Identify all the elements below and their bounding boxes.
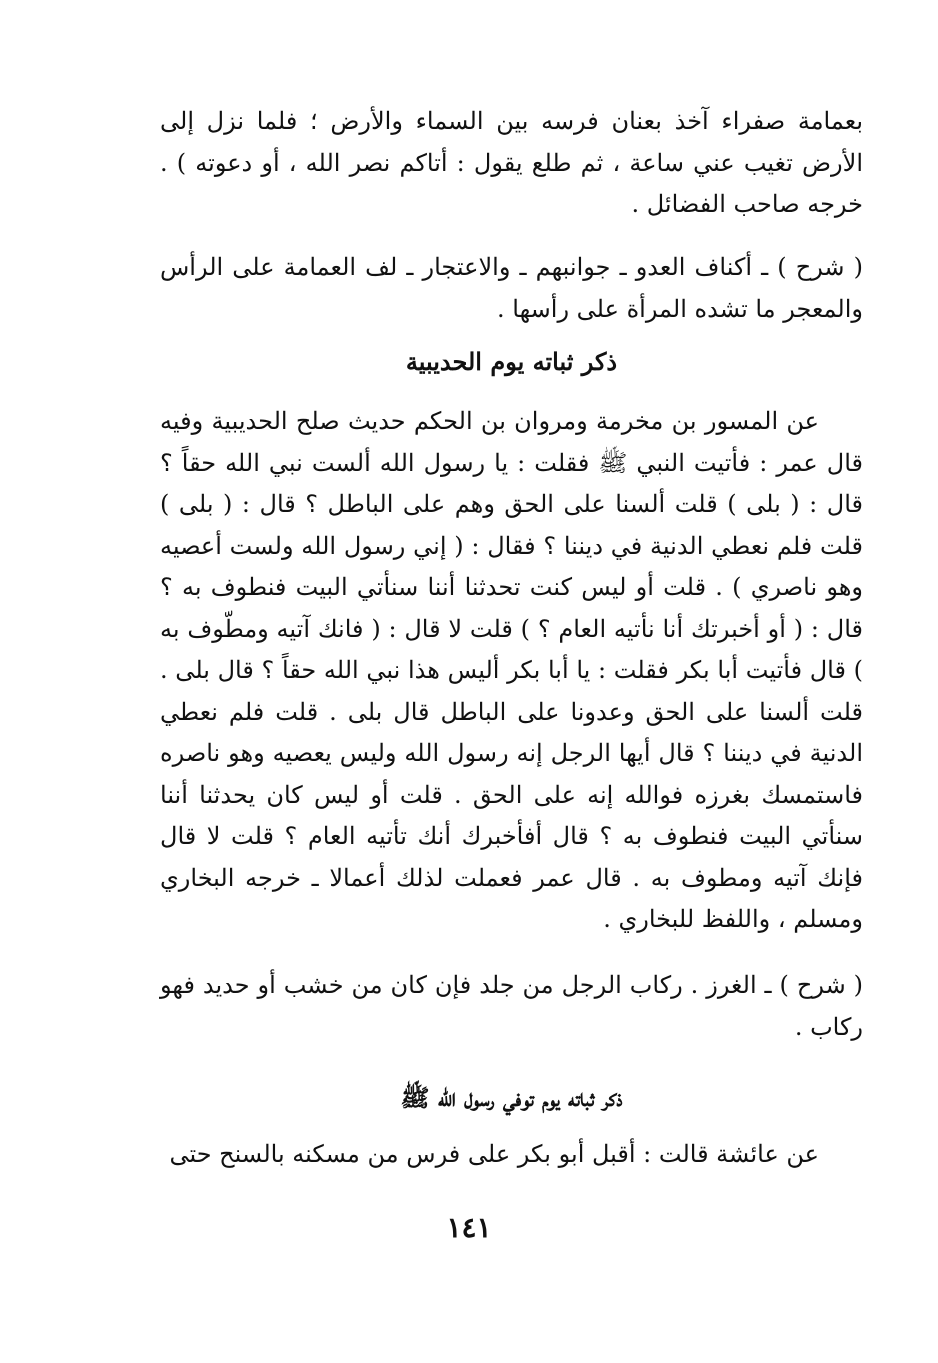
paragraph-text: بعمامة صفراء آخذ بعنان فرسه بين السماء والأرض ؛ فلما نزل إلى الأرض تغيب عني ساعة ، ثم طلع يقول : أتاكم نصر الله ، أو دعوته ) . خرجه صاحب الفضائل . (160, 107, 863, 218)
paragraph-text (160, 1134, 863, 1176)
paragraph-text (160, 401, 863, 941)
explanation-paragraph (160, 247, 863, 330)
section-heading: ذكر ثباته يوم توفي رسول الله ﷺ (400, 1083, 623, 1112)
explanation-paragraph (160, 965, 863, 1048)
continuation-paragraph (160, 101, 863, 226)
explanation-text: ( شرح ) ـ أكناف العدو ـ جوانبهم ـ والاعتجار ـ لف العمامة على الرأس والمعجر ما تشده المرأة على رأسها . (160, 253, 863, 323)
hadith-text: عن المسور بن مخرمة ومروان بن الحكم حديث صلح الحديبية وفيه قال عمر : فأتيت النبي ﷺ فقلت : يا رسول الله ألست نبي الله حقاً ؟ قال : ( بلى ) قلت ألسنا على الحق وهم على الباطل ؟ قال : ( بلى ) قلت فلم نعطي الدنية في ديننا ؟ فقال : ( إني رسول الله ولست أعصيه وهو ناصري ) . قلت أو ليس كنت تحدثنا أننا سنأتي البيت فنطوف به ؟ قال : ( أو أخبرتك أنا نأتيه العام ؟ ) قلت لا قال : ( فانك آتيه ومطّوف به ) قال فأتيت أبا بكر فقلت : يا أبا بكر أليس هذا نبي الله حقاً ؟ قال بلى . قلت ألسنا على الحق وعدونا على الباطل قال بلى . قلت فلم نعطي الدنية في ديننا ؟ قال أيها الرجل إنه رسول الله وليس يعصيه وهو ناصره فاستمسك بغرزه فوالله إنه على الحق . قلت أو ليس كان يحدثنا أننا سنأتي البيت فنطوف به ؟ قال أفأخبرك أنك تأتيه العام ؟ قلت لا قال فإنك آتيه ومطوف به . قال عمر فعملت لذلك أعمالا ـ خرجه البخاري ومسلم ، واللفظ للبخاري . (160, 407, 863, 933)
page-number: ١٤١ (446, 1211, 492, 1244)
hadith-paragraph (160, 401, 863, 941)
narration-text: عن عائشة قالت : أقبل أبو بكر على فرس من مسكنه بالسنح حتى (169, 1140, 819, 1168)
narration-paragraph (160, 1134, 863, 1176)
section-heading: ذكر ثباته يوم الحديبية (405, 347, 618, 376)
explanation-text: ( شرح ) ـ الغرز . ركاب الرجل من جلد فإن كان من خشب أو حديد فهو ركاب . (160, 971, 863, 1041)
